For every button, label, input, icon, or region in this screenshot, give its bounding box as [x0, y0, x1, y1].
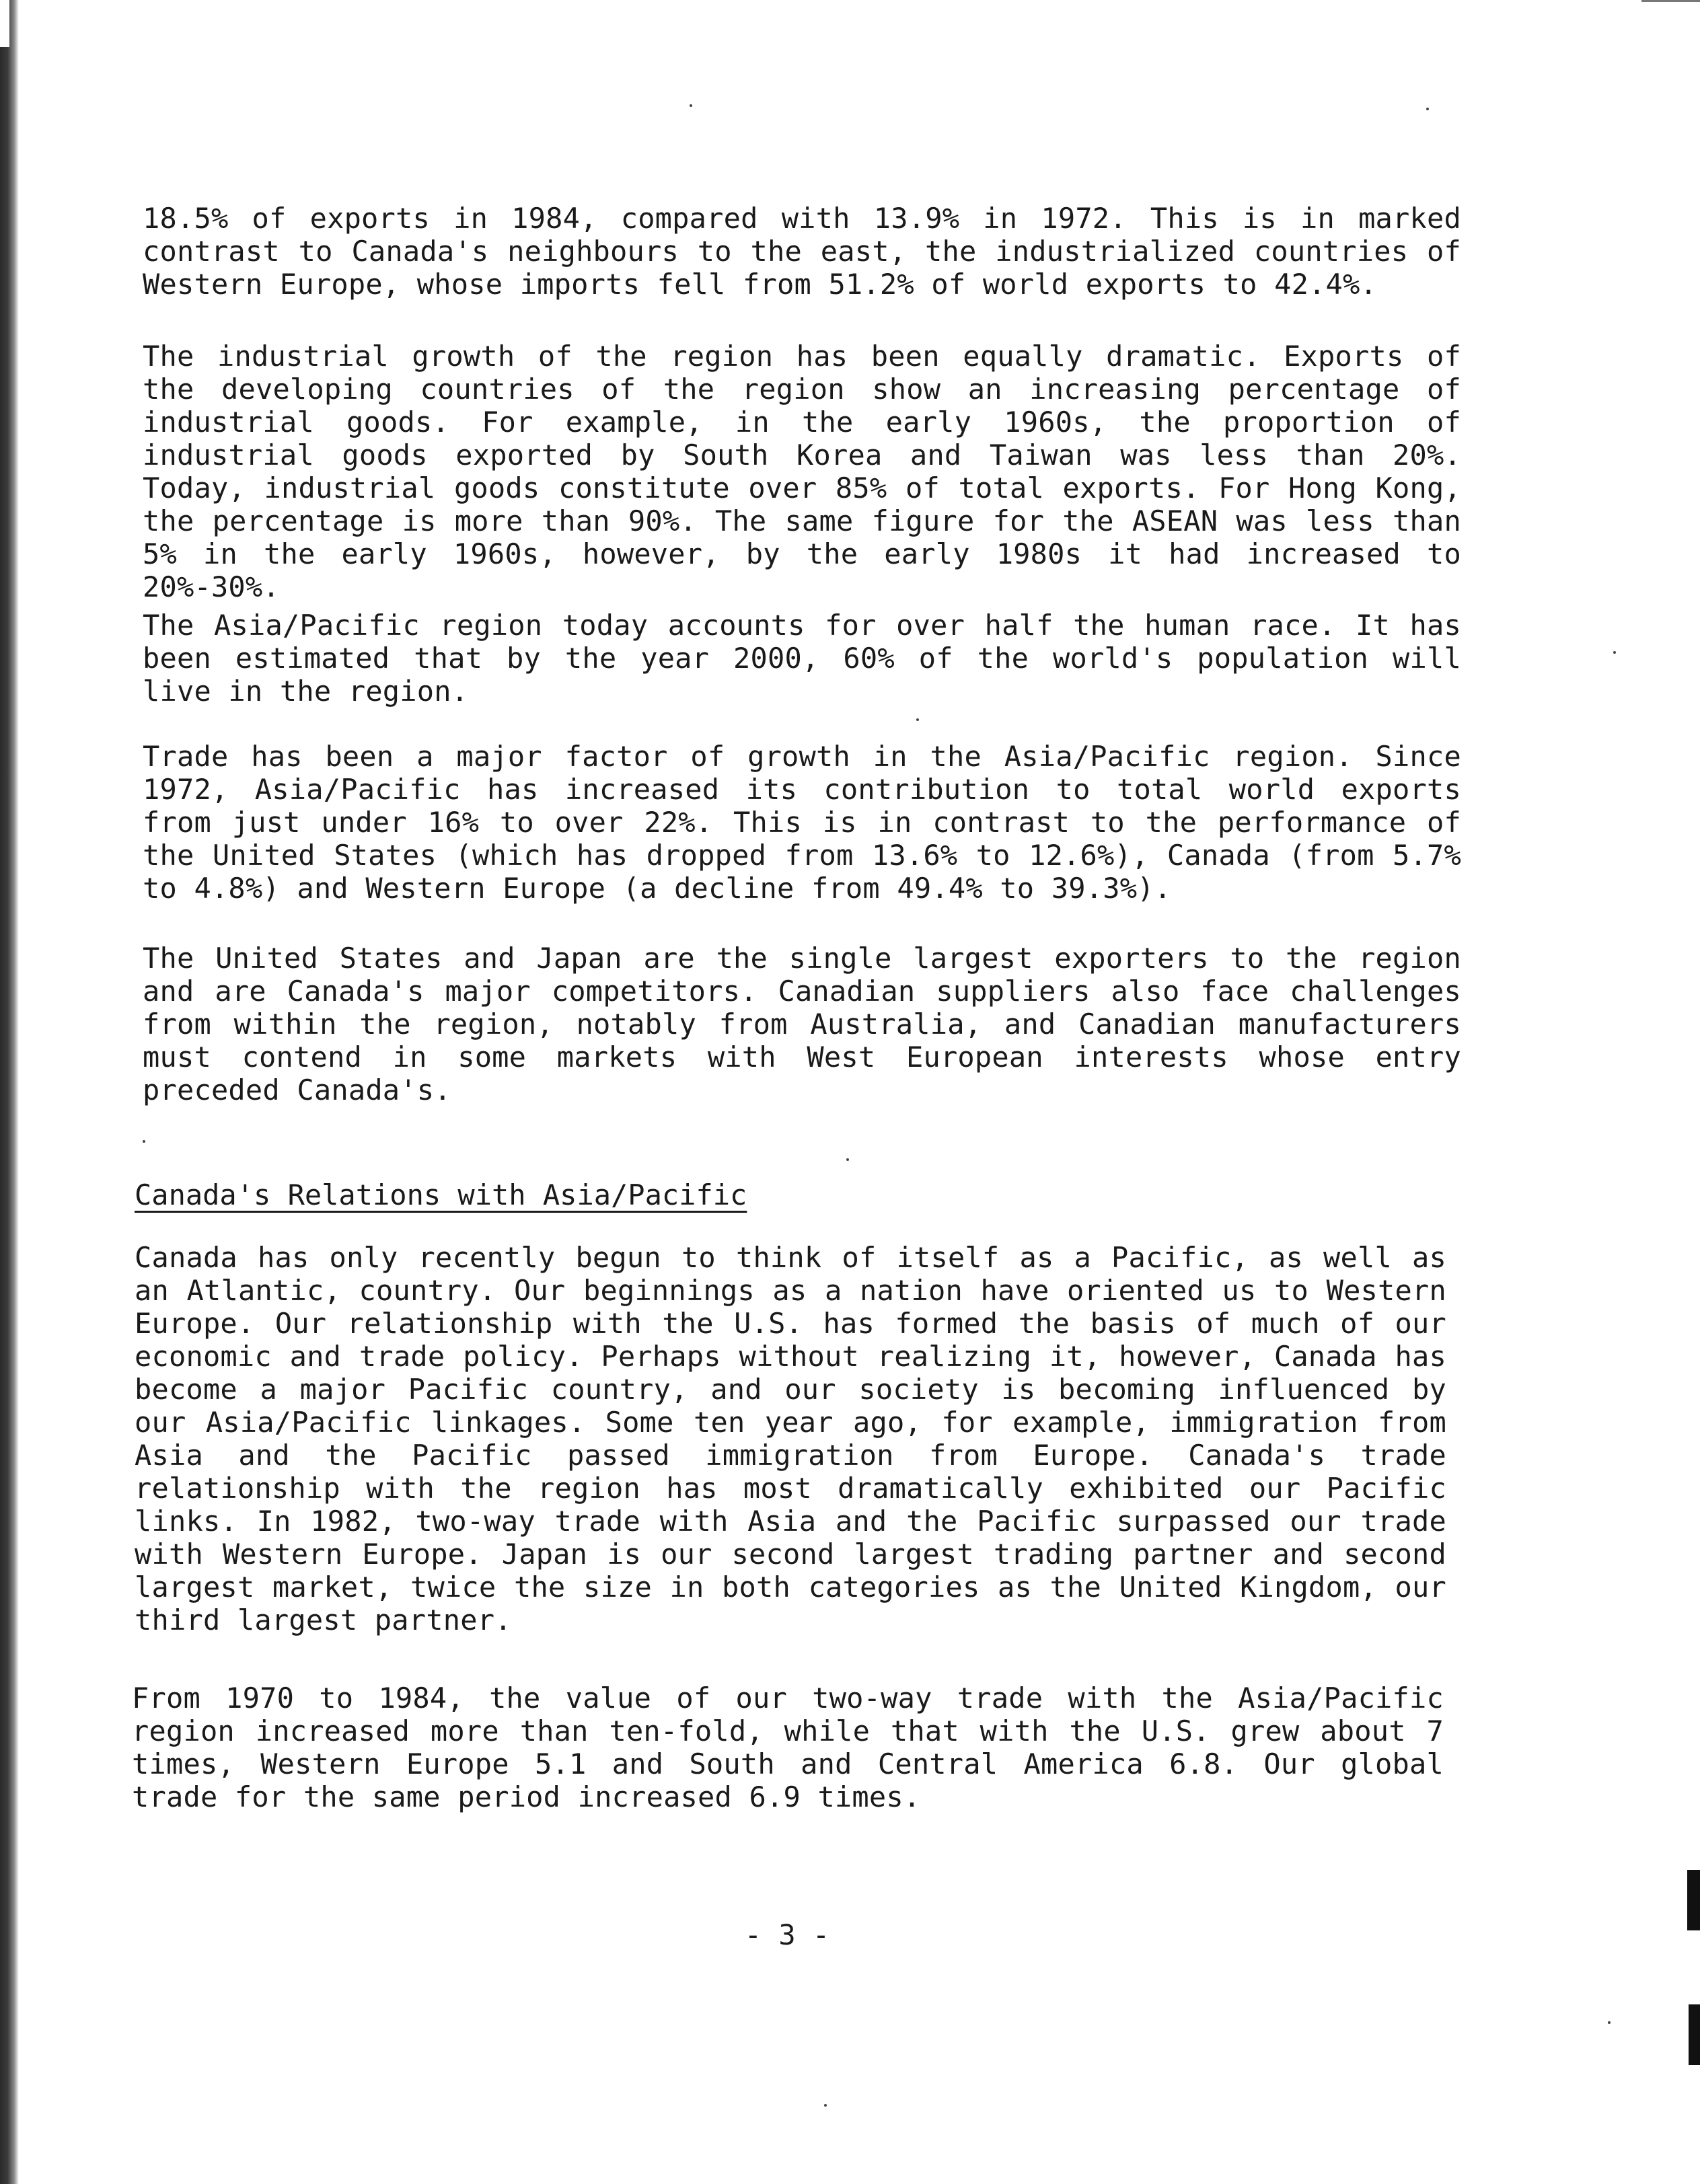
paragraph-trade-growth: Trade has been a major factor of growth in the Asia/Pacific region. Since 1972, Asia/Pacific has increased its contribution to total world exports from just under 16% to over 22%. This is in contrast to the performance of the United States (which has dropped from 13.6% to 12.6%), Canada (from 5.7% to 4.8%) and Western Europe (a decline from 49.4% to 39.3%). — [143, 740, 1461, 905]
scan-dot — [824, 2104, 827, 2107]
paragraph-exports-1984: 18.5% of exports in 1984, compared with 13.9% in 1972. This is in marked contrast to Canada's neighbours to the east, the industrialized countries of Western Europe, whose imports fell from 51.2% of world exports to 42.4%. — [143, 202, 1461, 301]
scan-mark-top-right — [1641, 0, 1700, 2]
scan-dot — [916, 718, 919, 721]
paragraph-canada-pacific: Canada has only recently begun to think of itself as a Pacific, as well as an Atlantic, country. Our beginnings as a nation have oriented us to Western Europe. Our relationship with the U.S. has formed the basis of much of our economic and trade policy. Perhaps without realizing it, however, Canada has become a major Pacific country, and our society is becoming influenced by our Asia/Pacific linkages. Some ten year ago, for example, immigration from Asia and the Pacific passed immigration from Europe. Canada's trade relationship with the region has most dramatically exhibited our Pacific links. In 1982, two-way trade with Asia and the Pacific surpassed our trade with Western Europe. Japan is our second largest trading partner and second largest market, twice the size in both categories as the United Kingdom, our third largest partner. — [135, 1241, 1446, 1636]
scan-dot — [143, 1140, 145, 1143]
scan-dot — [1426, 108, 1429, 110]
scan-dot — [1613, 651, 1616, 654]
paragraph-population: The Asia/Pacific region today accounts for over half the human race. It has been estimated that by the year 2000, 60% of the world's population will live in the region. — [143, 609, 1461, 708]
scan-left-edge — [0, 0, 19, 2184]
scan-mark-right-lower — [1689, 2004, 1700, 2065]
page-number: - 3 - — [744, 1918, 830, 1951]
paragraph-two-way-trade: From 1970 to 1984, the value of our two-way trade with the Asia/Pacific region increased more than ten-fold, while that with the U.S. grew about 7 times, Western Europe 5.1 and South and Central America 6.8. Our global trade for the same period increased 6.9 times. — [132, 1682, 1444, 1813]
scan-left-edge-gap — [0, 0, 9, 47]
scan-dot — [1608, 2021, 1611, 2024]
paragraph-industrial-growth: The industrial growth of the region has been equally dramatic. Exports of the developing countries of the region show an increasing percentage of industrial goods. For example, in the early 1960s, the proportion of industrial goods exported by South Korea and Taiwan was less than 20%. Today, industrial goods constitute over 85% of total exports. For Hong Kong, the percentage is more than 90%. The same figure for the ASEAN was less than 5% in the early 1960s, however, by the early 1980s it had increased to 20%-30%. — [143, 340, 1461, 603]
scan-dot — [846, 1158, 849, 1161]
paragraph-competitors: The United States and Japan are the single largest exporters to the region and are Canada's major competitors. Canadian suppliers also face challenges from within the region, notably from Australia, and Canadian manufacturers must contend in some markets with West European interests whose entry preceded Canada's. — [143, 942, 1461, 1106]
section-heading: Canada's Relations with Asia/Pacific — [135, 1178, 747, 1211]
scan-dot — [690, 104, 692, 107]
scan-mark-right-upper — [1687, 1870, 1700, 1930]
